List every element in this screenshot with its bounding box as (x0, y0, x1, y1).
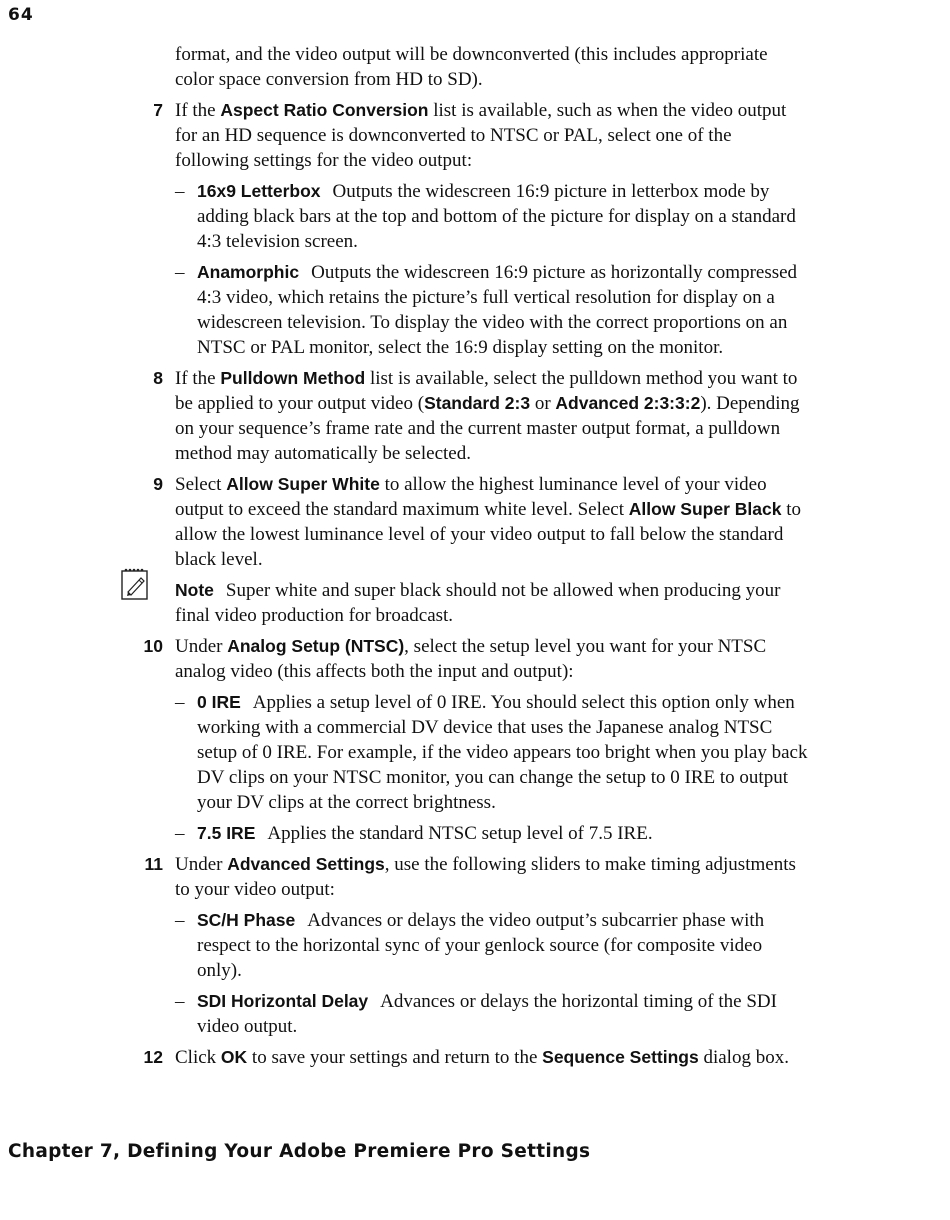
step-9 (153, 472, 810, 572)
dash-bullet: – (175, 991, 185, 1012)
step-text: , select the setup level you want for your NTSC analog video (this affects both the input and output): (175, 636, 767, 682)
step-text: If the (175, 100, 221, 121)
option-item (175, 908, 810, 983)
step-text: or (530, 393, 556, 414)
step-text: to save your settings and return to the (247, 1047, 543, 1068)
option-item (175, 179, 810, 254)
step-8 (153, 366, 810, 466)
intro-paragraph: format, and the video output will be downconverted (this includes appropriate color space conversion from HD to SD). (175, 44, 768, 90)
ui-term: OK (220, 1047, 248, 1067)
step-text: , use the following sliders to make timing adjustments to your video output: (175, 854, 796, 900)
option-description: Outputs the widescreen 16:9 picture as horizontally compressed 4:3 video, which retains the picture’s full vertical resolution for display on a widescreen television. To display the video with the correct proportions on an NTSC or PAL monitor, select the 16:9 display setting on the monitor. (197, 262, 798, 358)
ui-term: Pulldown Method (220, 368, 366, 388)
step-12 (143, 1045, 810, 1070)
step-text: ). Depending on your sequence’s frame rate and the current master output format, a pulldown method may automatically be selected. (175, 393, 800, 464)
step-text: dialog box. (698, 1047, 789, 1068)
step-7 (153, 98, 810, 360)
ui-term: Sequence Settings (542, 1047, 699, 1067)
step-text: list is available, such as when the video output for an HD sequence is downconverted to NTSC or PAL, select one of the following settings for the video output: (175, 100, 787, 171)
dash-bullet: – (175, 910, 185, 931)
step-text: list is available, select the pulldown method you want to be applied to your output video ( (175, 368, 798, 414)
step-11 (144, 852, 810, 1039)
step-number: 9 (153, 474, 163, 494)
option-item (175, 821, 810, 846)
step-text: Click (175, 1047, 221, 1068)
step-text: Under (175, 854, 228, 875)
note-text: Super white and super black should not be allowed when producing your final video production for broadcast. (175, 580, 781, 626)
notepad-pencil-icon (119, 565, 151, 601)
ui-term: Advanced 2:3:3:2 (555, 393, 701, 413)
step-number: 7 (153, 100, 163, 120)
step-10 (143, 634, 810, 846)
note-label: Note (175, 580, 214, 600)
dash-bullet: – (175, 692, 185, 713)
option-item (175, 989, 810, 1039)
step-text: Select (175, 474, 227, 495)
option-description: Outputs the widescreen 16:9 picture in letterbox mode by adding black bars at the top and bottom of the picture for display on a standard 4:3 television screen. (197, 181, 796, 252)
ui-term: Aspect Ratio Conversion (220, 100, 429, 120)
chapter-footer: Chapter 7, Defining Your Adobe Premiere Pro Settings (8, 1141, 591, 1162)
option-term: 7.5 IRE (197, 823, 256, 843)
option-item (175, 260, 810, 360)
option-term: SC/H Phase (197, 910, 296, 930)
step-text: to allow the lowest luminance level of your video output to fall below the standard black level. (175, 499, 801, 570)
dash-bullet: – (175, 181, 185, 202)
ui-term: Advanced Settings (227, 854, 385, 874)
dash-bullet: – (175, 262, 185, 283)
step-number: 12 (143, 1047, 163, 1067)
step-text: If the (175, 368, 221, 389)
dash-bullet: – (175, 823, 185, 844)
note-block (175, 578, 810, 628)
step-text: Under (175, 636, 228, 657)
option-description: Advances or delays the horizontal timing of the SDI video output. (197, 991, 777, 1037)
option-term: SDI Horizontal Delay (197, 991, 369, 1011)
option-description: Applies a setup level of 0 IRE. You should select this option only when working with a commercial DV device that uses the Japanese analog NTSC setup of 0 IRE. For example, if the video appears too bright when you play back DV clips on your NTSC monitor, you can change the setup to 0 IRE to output your DV clips at the correct brightness. (197, 692, 808, 813)
ui-term: Allow Super Black (628, 499, 782, 519)
option-term: 0 IRE (197, 692, 241, 712)
option-term: Anamorphic (197, 262, 300, 282)
step-number: 8 (153, 368, 163, 388)
option-description: Advances or delays the video output’s subcarrier phase with respect to the horizontal sync of your genlock source (for composite video only). (197, 910, 765, 981)
option-description: Applies the standard NTSC setup level of 7.5 IRE. (267, 823, 653, 844)
option-term: 16x9 Letterbox (197, 181, 321, 201)
ui-term: Standard 2:3 (424, 393, 531, 413)
step-number: 10 (143, 636, 163, 656)
option-item (175, 690, 810, 815)
step-number: 11 (144, 854, 163, 874)
page-number: 64 (8, 5, 34, 25)
step-text: to allow the highest luminance level of your video output to exceed the standard maximum white level. Select (175, 474, 767, 520)
ui-term: Allow Super White (226, 474, 380, 494)
ui-term: Analog Setup (NTSC) (227, 636, 405, 656)
page-content (143, 42, 810, 1076)
